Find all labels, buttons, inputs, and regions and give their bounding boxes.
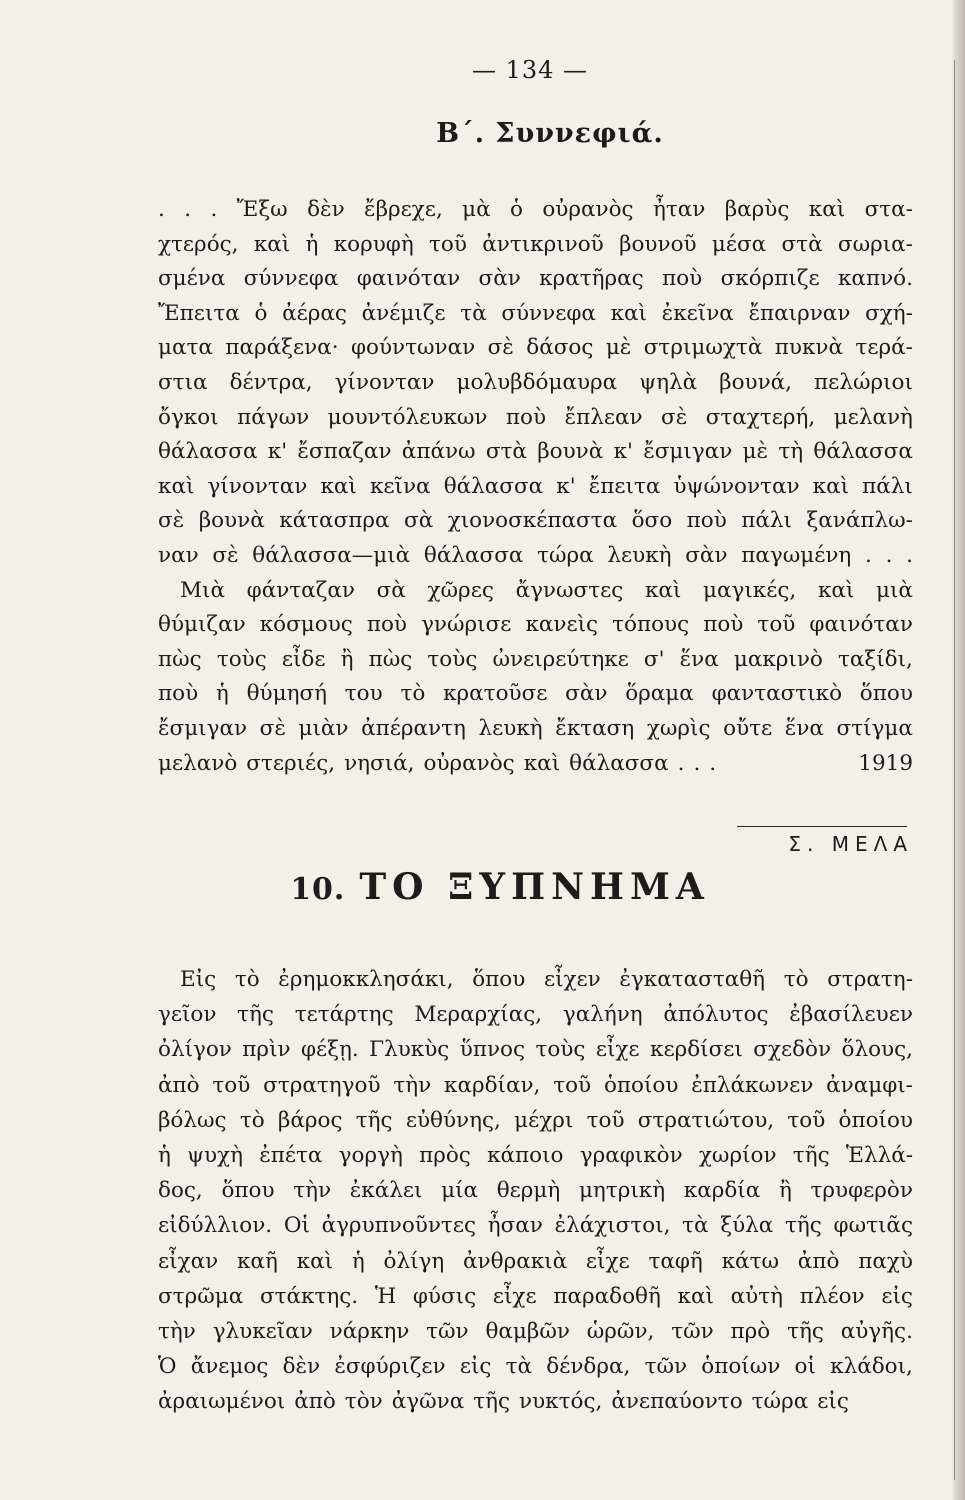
- text-line: ἀραιωμένοι ἀπὸ τὸν ἀγῶνα τῆς νυκτός, ἀνεπαύοντο τώρα εἰς: [158, 1389, 849, 1415]
- story-title: ΤΟ ΞΥΠΝΗΜΑ: [359, 866, 710, 908]
- text-line: ἡ ψυχὴ ἐπέτα γοργὴ πρὸς κάποιο γραφικὸν χωρίον τῆς Ἑλλά-: [158, 1142, 913, 1168]
- text-line: τὴν γλυκεῖαν νάρκην τῶν θαμβῶν ὡρῶν, τῶν πρὸ τῆς αὐγῆς.: [158, 1318, 913, 1344]
- text-line: γεῖον τῆς τετάρτης Μεραρχίας, γαλήνη ἀπόλυτος ἐβασίλευεν: [158, 1002, 913, 1028]
- story-heading: [0, 866, 965, 908]
- story-number: 10.: [290, 872, 346, 907]
- story-text: [158, 962, 913, 1419]
- text-line: θάλασσα κ' ἔσπαζαν ἀπάνω στὰ βουνὰ κ' ἔσμιγαν μὲ τὴ θάλασσα: [158, 439, 913, 465]
- text-line: στια δέντρα, γίνονταν μολυβδόμαυρα ψηλὰ βουνά, πελώριοι: [158, 369, 913, 395]
- text-line: Ἔπειτα ὁ ἀέρας ἀνέμιζε τὰ σύννεφα καὶ ἐκεῖνα ἔπαιρναν σχή-: [158, 300, 913, 326]
- text-line: καὶ γίνονταν καὶ κεῖνα θάλασσα κ' ἔπειτα ὑψώνονταν καὶ πάλι: [158, 473, 913, 499]
- section-title: Β΄. Συννεφιά.: [436, 118, 664, 149]
- text-line: ναν σὲ θάλασσα—μιὰ θάλασσα τώρα λευκὴ σὰν παγωμένη . . .: [158, 542, 913, 568]
- text-line: Μιὰ φάνταζαν σὰ χῶρες ἄγνωστες καὶ μαγικές, καὶ μιὰ: [180, 577, 913, 603]
- text-line: ὄγκοι πάγων μουντόλευκων ποὺ ἔπλεαν σὲ σταχτερή, μελανὴ: [158, 404, 913, 430]
- section-text: [158, 193, 913, 781]
- text-line: βόλως τὸ βάρος τῆς εὐθύνης, μέχρι τοῦ στρατιώτου, τοῦ ὁποίου: [158, 1107, 913, 1133]
- page-number: — 134 —: [471, 56, 589, 84]
- text-line: ἀπὸ τοῦ στρατηγοῦ τὴν καρδίαν, τοῦ ὁποίου ἐπλάκωνεν ἀναμφι-: [158, 1072, 913, 1098]
- text-line: ματα παράξενα· φούντωναν σὲ δάσος μὲ στριμωχτὰ πυκνὰ τερά-: [158, 335, 913, 361]
- page-edge-line: [954, 60, 955, 1480]
- text-line: χτερός, καὶ ἡ κορυφὴ τοῦ ἀντικρινοῦ βουνοῦ μέσα στὰ σωρια-: [158, 231, 913, 257]
- text-line: Εἰς τὸ ἐρημοκκλησάκι, ὅπου εἶχεν ἐγκατασταθῆ τὸ στρατη-: [180, 967, 913, 992]
- text-line: σμένα σύννεφα φαινόταν σὰν κρατῆρας ποὺ σκόρπιζε καπνό.: [158, 266, 913, 292]
- text-line: ποὺ ἡ θύμησή του τὸ κρατοῦσε σὰν ὅραμα φανταστικὸ ὅπου: [158, 681, 913, 707]
- text-line: πὼς τοὺς εἶδε ἢ πὼς τοὺς ὠνειρεύτηκε σ' ἕνα μακρινὸ ταξίδι,: [158, 646, 913, 672]
- text-line: ὀλίγον πρὶν φέξῃ. Γλυκὺς ὕπνος τοὺς εἶχε κερδίσει σχεδὸν ὅλους,: [158, 1037, 913, 1063]
- text-line: δος, ὅπου τὴν ἐκάλει μία θερμὴ μητρικὴ καρδία ἢ τρυφερὸν: [158, 1178, 913, 1204]
- text-line: . . . Ἔξω δὲν ἔβρεχε, μὰ ὁ οὐρανὸς ἦταν βαρὺς καὶ στα-: [158, 197, 913, 222]
- text-line: ἔσμιγαν σὲ μιὰν ἀπέραντη λευκὴ ἔκταση χωρὶς οὔτε ἕνα στίγμα: [158, 715, 913, 741]
- author-signature: Σ. ΜΕΛΑ: [788, 832, 913, 856]
- text-line: εἰδύλλιον. Οἱ ἀγρυπνοῦντες ἦσαν ἐλάχιστοι, τὰ ξύλα τῆς φωτιᾶς: [158, 1213, 913, 1239]
- year-label: 1919: [858, 750, 913, 776]
- text-line: σὲ βουνὰ κάτασπρα σὰ χιονοσκέπαστα ὅσο ποὺ πάλι ξανάπλω-: [158, 508, 913, 534]
- text-line: εἶχαν καῆ καὶ ἡ ὀλίγη ἀνθρακιὰ εἶχε ταφῆ κάτω ἀπὸ παχὺ: [158, 1248, 913, 1274]
- text-line: στρῶμα στάκτης. Ἡ φύσις εἶχε παραδοθῆ καὶ αὐτὴ πλέον εἰς: [158, 1283, 913, 1309]
- author-rule: [737, 826, 907, 827]
- text-line: θύμιζαν κόσμους ποὺ γνώρισε κανεὶς τόπους ποὺ τοῦ φαινόταν: [158, 612, 913, 638]
- text-line: Ὁ ἄνεμος δὲν ἐσφύριζεν εἰς τὰ δένδρα, τῶν ὁποίων οἱ κλάδοι,: [158, 1354, 913, 1380]
- text-line: μελανὸ στεριές, νησιά, οὐρανὸς καὶ θάλασσα . . . 1919: [158, 747, 913, 782]
